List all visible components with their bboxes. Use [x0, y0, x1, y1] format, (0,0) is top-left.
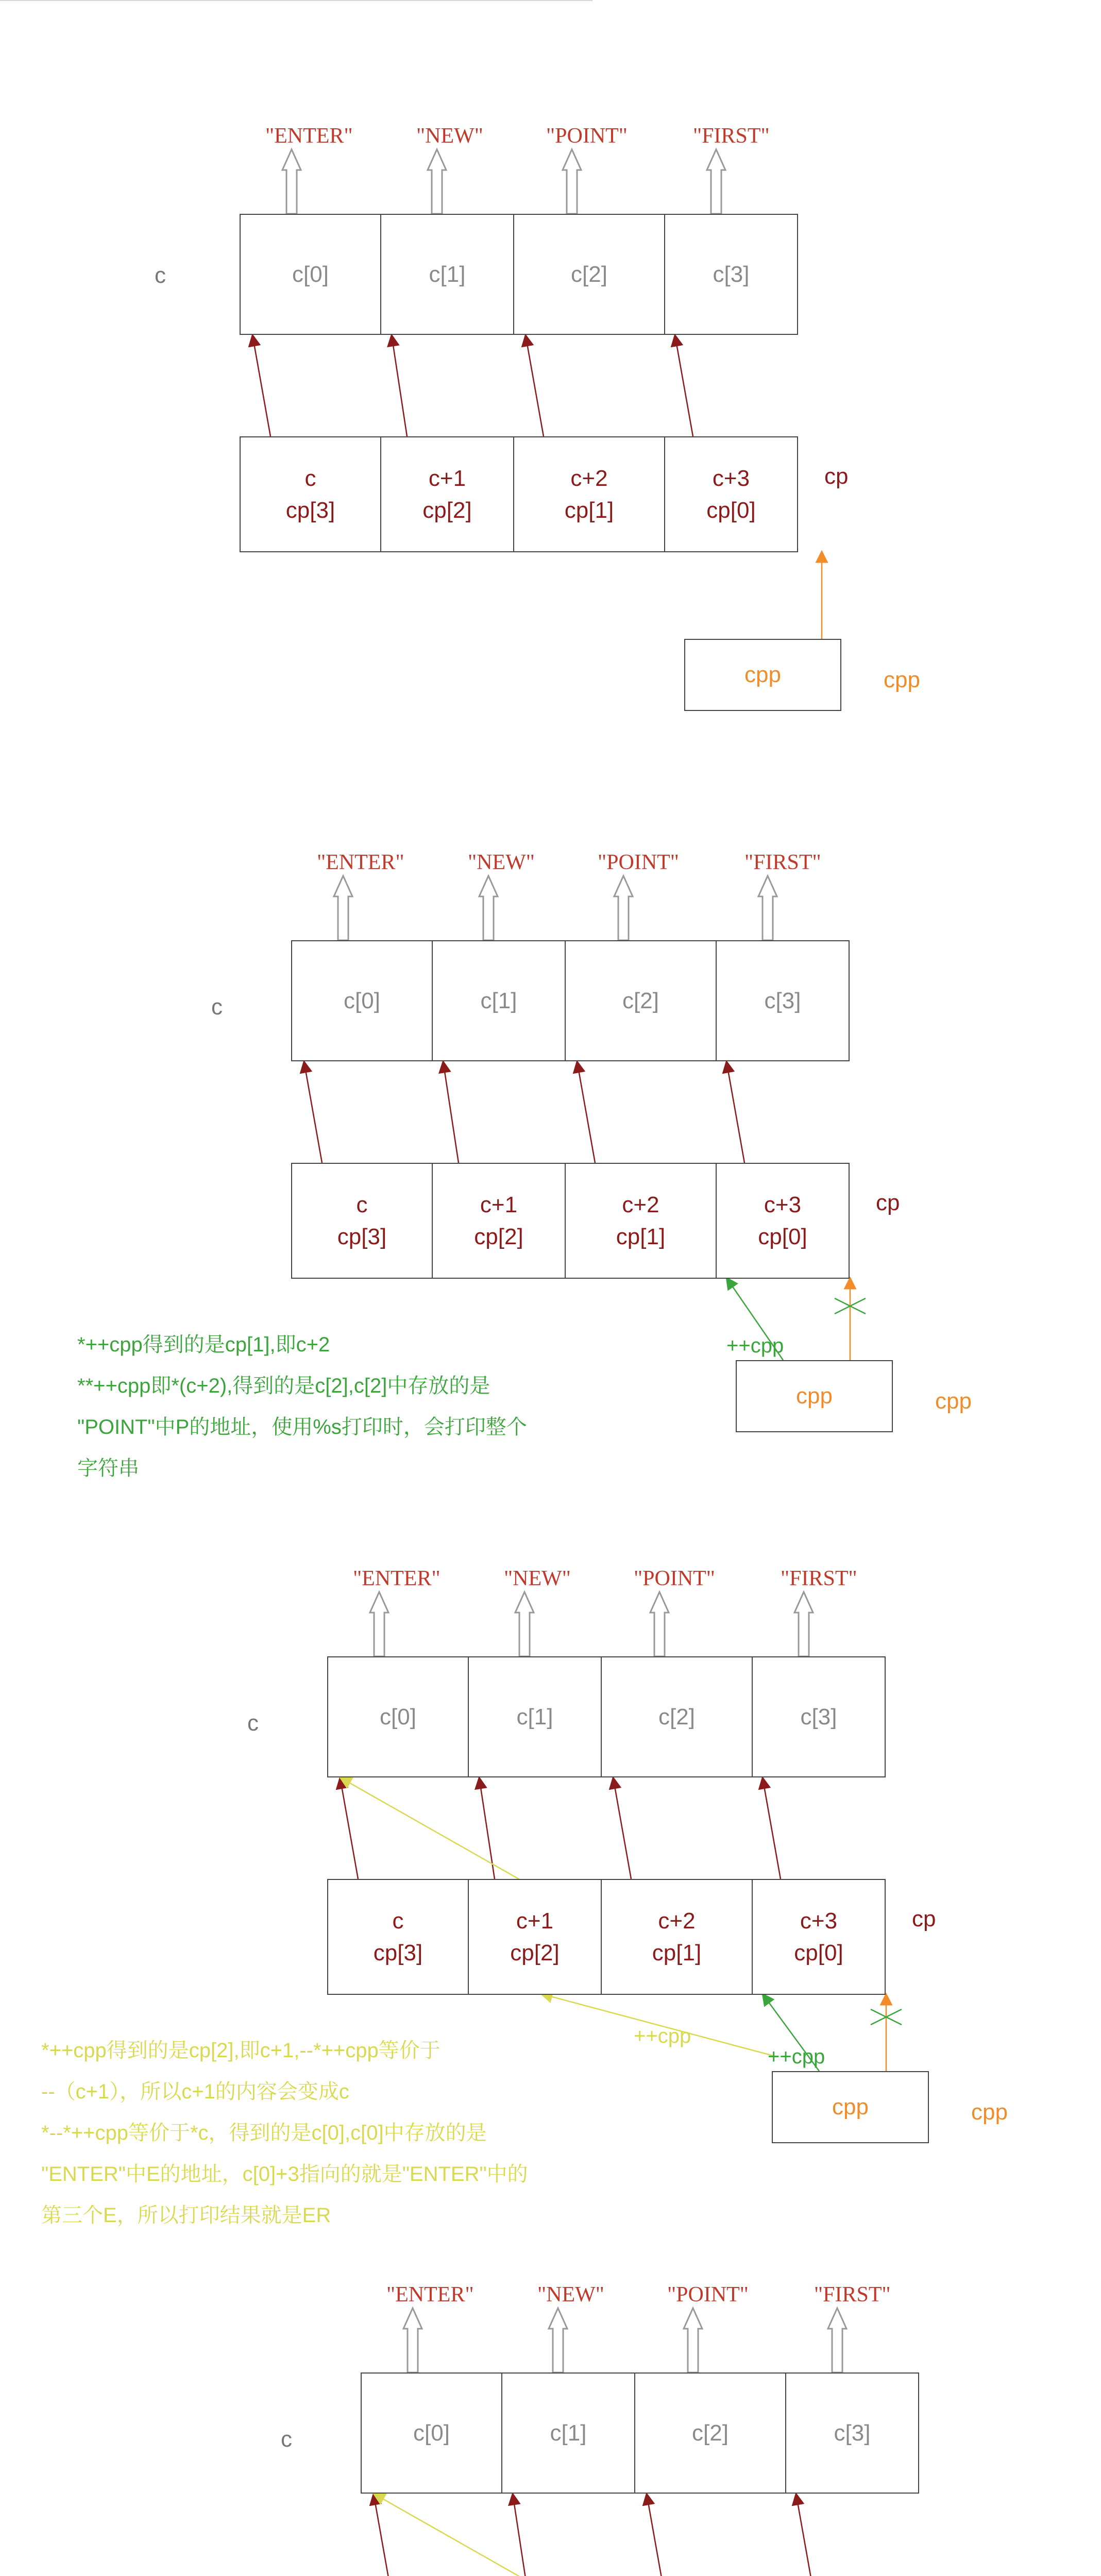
cp-array-cell: c+3 cp[0]	[716, 1163, 850, 1279]
label-c: c	[155, 263, 166, 288]
modified-pointer-arrow	[374, 2494, 806, 2576]
string-pointer-arrows	[282, 149, 725, 214]
c-array-cell: c[3]	[716, 940, 850, 1061]
cp-array-cell: c+1 cp[2]	[380, 436, 514, 552]
c-array-cell: c[3]	[785, 2372, 919, 2494]
cp-array-cell: c+2 cp[1]	[513, 436, 665, 552]
c-array-cell: c[2]	[513, 214, 665, 335]
c-array-cell: c[2]	[601, 1656, 753, 1777]
c-array-cell: c[2]	[634, 2372, 786, 2494]
diagram-panel-4	[0, 2251, 1101, 2576]
cp-array-cell: c cp[3]	[240, 436, 381, 552]
cp-array-cell: c cp[3]	[291, 1163, 433, 1279]
string-literal: "POINT"	[634, 1567, 715, 1590]
string-literal: "ENTER"	[386, 2283, 474, 2307]
c-array-cell: c[0]	[240, 214, 381, 335]
string-pointer-arrows	[370, 1592, 813, 1656]
cp-array-cell: c+1 cp[2]	[468, 1879, 602, 1995]
label-plusplus-cpp: ++cpp	[726, 1334, 784, 1357]
c-array-cell: c[3]	[752, 1656, 886, 1777]
diagram-panel-3	[0, 1535, 1101, 2267]
cpp-box: cpp	[736, 1360, 893, 1432]
diagram-panel-2	[0, 819, 1101, 1551]
string-literal: "NEW"	[504, 1567, 571, 1590]
label-plusplus-cpp: ++cpp	[768, 2045, 825, 2068]
c-array-cell: c[0]	[291, 940, 433, 1061]
cp-array-cell: c+1 cp[2]	[432, 1163, 566, 1279]
diagram-panel-1	[0, 93, 1101, 824]
label-c: c	[281, 2427, 292, 2452]
cp-array-cell: c+2 cp[1]	[601, 1879, 753, 1995]
c-array-cell: c[1]	[432, 940, 566, 1061]
c-array-cell: c[1]	[468, 1656, 602, 1777]
label-cpp: cpp	[971, 2099, 1008, 2125]
explanation-step-2: *++cpp得到的是cp[2],即c+1,--*++cpp等价于 --（c+1），所以c+1的内容会变成c *--*++cpp等价于*c，得到的是c[0],c[0]中存放的是 "ENTER"中E的地址，c[0]+3指向的就是"ENTER"中的 第三个E，所以打印结果就是ER	[41, 2039, 528, 2227]
c-array-cell: c[0]	[327, 1656, 469, 1777]
c-array-cell: c[1]	[380, 214, 514, 335]
cp-array-cell: c cp[3]	[327, 1879, 469, 1995]
string-literal: "ENTER"	[265, 124, 353, 148]
string-literal: "FIRST"	[744, 851, 821, 874]
label-plusplus-cpp-previous: ++cpp	[634, 2025, 691, 2047]
cpp-box: cpp	[772, 2071, 929, 2143]
string-pointer-arrows	[334, 876, 777, 940]
c-array-cell: c[1]	[501, 2372, 635, 2494]
string-literal: "NEW"	[537, 2283, 604, 2307]
string-literal: "ENTER"	[317, 851, 404, 874]
c-array-cell: c[2]	[565, 940, 717, 1061]
label-cp: cp	[876, 1190, 900, 1215]
cp-array-cell: c+3 cp[0]	[752, 1879, 886, 1995]
c-array-cell: c[3]	[664, 214, 798, 335]
string-literal: "ENTER"	[353, 1567, 441, 1590]
string-literal: "POINT"	[598, 851, 679, 874]
label-cp: cp	[912, 1906, 936, 1931]
string-literal: "FIRST"	[693, 124, 770, 148]
string-literal: "POINT"	[546, 124, 628, 148]
string-pointer-arrows	[403, 2308, 846, 2372]
label-cp: cp	[824, 464, 849, 489]
cpp-box: cpp	[684, 639, 841, 711]
cp-to-c-arrows	[374, 2494, 814, 2576]
string-literal: "POINT"	[667, 2283, 749, 2307]
string-literal: "FIRST"	[814, 2283, 891, 2307]
cp-to-c-arrows	[304, 1061, 744, 1163]
string-literal: "NEW"	[416, 124, 483, 148]
label-c: c	[247, 1710, 259, 1736]
cp-array-cell: c+2 cp[1]	[565, 1163, 717, 1279]
string-literal: "NEW"	[468, 851, 535, 874]
top-divider	[0, 0, 592, 1]
cp-to-c-arrows	[252, 335, 693, 436]
label-c: c	[211, 994, 223, 1020]
label-cpp: cpp	[884, 667, 920, 692]
string-literal: "FIRST"	[781, 1567, 857, 1590]
explanation-step-1: *++cpp得到的是cp[1],即c+2 **++cpp即*(c+2),得到的是c[2],c[2]中存放的是 "POINT"中P的地址，使用%s打印时，会打印整个 字符串	[77, 1333, 527, 1480]
label-cpp: cpp	[935, 1388, 972, 1414]
cp-array-cell: c+3 cp[0]	[664, 436, 798, 552]
c-array-cell: c[0]	[361, 2372, 502, 2494]
cp-to-c-arrows	[340, 1777, 781, 1879]
